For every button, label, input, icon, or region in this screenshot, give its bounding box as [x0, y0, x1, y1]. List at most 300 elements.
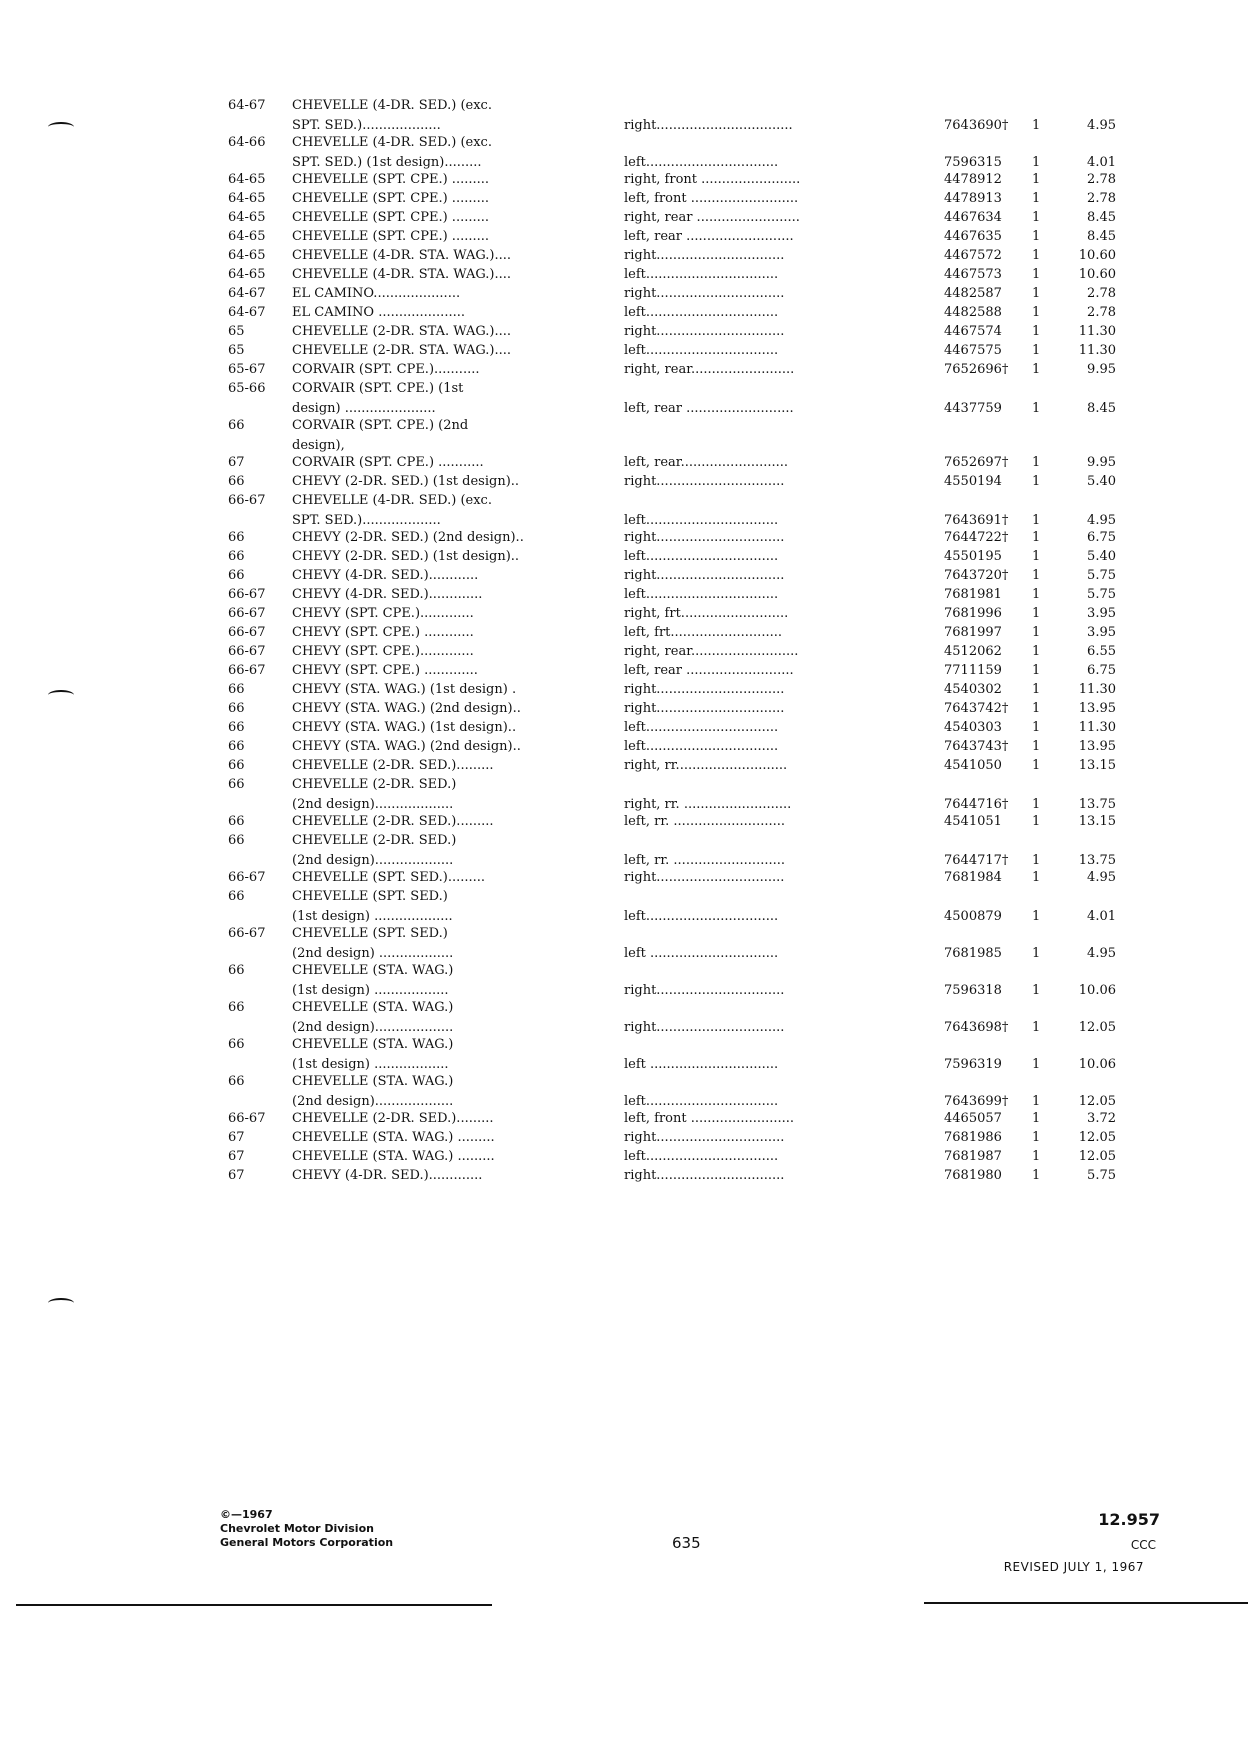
side-cell: left, rear .......................... [624, 401, 794, 416]
model-cell: CHEVELLE (2-DR. SED.) [292, 833, 457, 848]
price-cell: 9.95 [1087, 362, 1116, 377]
table-row [0, 453, 1248, 473]
price-cell: 10.06 [1078, 983, 1116, 998]
price-cell: 8.45 [1087, 229, 1116, 244]
price-cell: 8.45 [1087, 401, 1116, 416]
model-cell: CHEVELLE (4-DR. SED.) (exc. [292, 135, 492, 150]
side-cell: left, rear .......................... [624, 663, 794, 678]
year-cell: 66 [228, 1000, 245, 1015]
year-cell: 66 [228, 1037, 245, 1052]
part-number-cell: 7643699† [944, 1094, 1009, 1109]
side-cell: left, frt........................... [624, 625, 782, 640]
binder-hole-mark [48, 122, 74, 132]
table-row [0, 1147, 1248, 1167]
part-number-cell: 4478912 [944, 172, 1002, 187]
model-cell-continued: SPT. SED.) (1st design)......... [292, 155, 482, 170]
part-number-cell: 4465057 [944, 1111, 1002, 1126]
quantity-cell: 1 [1032, 701, 1041, 716]
model-cell-continued: (1st design) .................. [292, 983, 449, 998]
part-number-cell: 4550194 [944, 474, 1002, 489]
model-cell-continued: design), [292, 438, 345, 453]
quantity-cell: 1 [1032, 191, 1041, 206]
price-cell: 13.15 [1078, 814, 1116, 829]
price-cell: 10.60 [1078, 267, 1116, 282]
price-cell: 12.05 [1078, 1020, 1116, 1035]
part-number-cell: 4467573 [944, 267, 1002, 282]
part-number-cell: 7681985 [944, 946, 1002, 961]
model-cell: CHEVELLE (2-DR. SED.)......... [292, 1111, 494, 1126]
quantity-cell: 1 [1032, 663, 1041, 678]
year-cell: 64-65 [228, 267, 266, 282]
part-number-cell: 7681981 [944, 587, 1002, 602]
year-cell: 66 [228, 418, 245, 433]
model-cell: CHEVELLE (4-DR. STA. WAG.).... [292, 267, 512, 282]
part-number-cell: 7681987 [944, 1149, 1002, 1164]
year-cell: 66 [228, 549, 245, 564]
model-cell: CORVAIR (SPT. CPE.) ........... [292, 455, 484, 470]
quantity-cell: 1 [1032, 1149, 1041, 1164]
side-cell: right, frt.......................... [624, 606, 789, 621]
side-cell: right............................... [624, 1020, 785, 1035]
model-cell: CHEVELLE (STA. WAG.) ......... [292, 1149, 495, 1164]
year-cell: 64-65 [228, 191, 266, 206]
year-cell: 65-66 [228, 381, 266, 396]
table-row [0, 528, 1248, 548]
quantity-cell: 1 [1032, 1057, 1041, 1072]
table-row [0, 566, 1248, 586]
side-cell: left................................ [624, 549, 779, 564]
part-number-cell: 7643742† [944, 701, 1009, 716]
year-cell: 66 [228, 963, 245, 978]
part-number-cell: 4540302 [944, 682, 1002, 697]
side-cell: left, rr. ........................... [624, 853, 785, 868]
part-number-cell: 7643720† [944, 568, 1009, 583]
table-row [0, 642, 1248, 662]
quantity-cell: 1 [1032, 401, 1041, 416]
price-cell: 13.95 [1078, 701, 1116, 716]
model-cell: CHEVELLE (SPT. CPE.) ......... [292, 229, 489, 244]
model-cell: CHEVY (2-DR. SED.) (1st design).. [292, 474, 520, 489]
price-cell: 4.01 [1087, 909, 1116, 924]
side-cell: right............................... [624, 701, 785, 716]
price-cell: 4.01 [1087, 155, 1116, 170]
table-row [0, 1035, 1248, 1072]
price-cell: 8.45 [1087, 210, 1116, 225]
year-cell: 66 [228, 474, 245, 489]
side-cell: left, rr. ........................... [624, 814, 785, 829]
price-cell: 5.40 [1087, 474, 1116, 489]
table-row [0, 360, 1248, 380]
table-row [0, 96, 1248, 133]
model-cell: EL CAMINO ..................... [292, 305, 465, 320]
model-cell: CHEVY (4-DR. SED.)............. [292, 587, 483, 602]
footer-rule-right [924, 1602, 1248, 1604]
model-cell: CHEVELLE (SPT. SED.) [292, 889, 448, 904]
quantity-cell: 1 [1032, 625, 1041, 640]
model-cell: CHEVY (4-DR. SED.)............ [292, 568, 479, 583]
group-code: 12.957 [1098, 1510, 1160, 1529]
part-number-cell: 7643691† [944, 513, 1009, 528]
year-cell: 66-67 [228, 644, 266, 659]
quantity-cell: 1 [1032, 267, 1041, 282]
side-cell: left................................ [624, 1149, 779, 1164]
year-cell: 64-65 [228, 229, 266, 244]
model-cell: CHEVELLE (STA. WAG.) [292, 1037, 454, 1052]
table-row [0, 322, 1248, 342]
part-number-cell: 7643690† [944, 118, 1009, 133]
year-cell: 64-67 [228, 305, 266, 320]
corporation-line: General Motors Corporation [220, 1536, 394, 1549]
side-cell: left, rear .......................... [624, 229, 794, 244]
quantity-cell: 1 [1032, 324, 1041, 339]
side-cell: left................................ [624, 305, 779, 320]
table-row [0, 961, 1248, 998]
quantity-cell: 1 [1032, 343, 1041, 358]
table-row [0, 1109, 1248, 1129]
quantity-cell: 1 [1032, 853, 1041, 868]
part-number-cell: 4467574 [944, 324, 1002, 339]
year-cell: 66 [228, 814, 245, 829]
part-number-cell: 7681996 [944, 606, 1002, 621]
quantity-cell: 1 [1032, 172, 1041, 187]
year-cell: 65 [228, 343, 245, 358]
quantity-cell: 1 [1032, 286, 1041, 301]
footer-rule-left [16, 1604, 492, 1606]
quantity-cell: 1 [1032, 455, 1041, 470]
ccc-label: CCC [1130, 1538, 1156, 1552]
model-cell: CHEVELLE (SPT. SED.)......... [292, 870, 486, 885]
year-cell: 66 [228, 833, 245, 848]
part-number-cell: 7681986 [944, 1130, 1002, 1145]
price-cell: 11.30 [1078, 324, 1116, 339]
year-cell: 66-67 [228, 625, 266, 640]
model-cell: CORVAIR (SPT. CPE.) (1st [292, 381, 464, 396]
model-cell: CHEVELLE (SPT. CPE.) ......... [292, 191, 489, 206]
table-row [0, 1072, 1248, 1109]
year-cell: 64-65 [228, 248, 266, 263]
quantity-cell: 1 [1032, 549, 1041, 564]
year-cell: 67 [228, 1130, 245, 1145]
quantity-cell: 1 [1032, 983, 1041, 998]
year-cell: 66 [228, 720, 245, 735]
model-cell: CHEVELLE (2-DR. STA. WAG.).... [292, 324, 512, 339]
side-cell: right............................... [624, 568, 785, 583]
model-cell: CORVAIR (SPT. CPE.)........... [292, 362, 480, 377]
price-cell: 13.75 [1078, 853, 1116, 868]
model-cell-continued: SPT. SED.)................... [292, 118, 441, 133]
table-row [0, 661, 1248, 681]
model-cell: CHEVELLE (4-DR. SED.) (exc. [292, 98, 492, 113]
side-cell: left................................ [624, 587, 779, 602]
year-cell: 66-67 [228, 663, 266, 678]
side-cell: left................................ [624, 343, 779, 358]
year-cell: 65-67 [228, 362, 266, 377]
revision-date: REVISED JULY 1, 1967 [1003, 1560, 1144, 1574]
binder-hole-mark [48, 1298, 74, 1308]
price-cell: 3.95 [1087, 606, 1116, 621]
table-row [0, 756, 1248, 776]
quantity-cell: 1 [1032, 305, 1041, 320]
price-cell: 2.78 [1087, 172, 1116, 187]
side-cell: right............................... [624, 1168, 785, 1183]
table-row [0, 998, 1248, 1035]
year-cell: 66 [228, 530, 245, 545]
side-cell: right............................... [624, 1130, 785, 1145]
part-number-cell: 4467635 [944, 229, 1002, 244]
side-cell: left................................ [624, 513, 779, 528]
quantity-cell: 1 [1032, 362, 1041, 377]
year-cell: 66 [228, 568, 245, 583]
model-cell: CHEVELLE (STA. WAG.) ......... [292, 1130, 495, 1145]
table-row [0, 868, 1248, 888]
table-row [0, 737, 1248, 757]
table-row [0, 133, 1248, 170]
copyright-line: ©—1967 [220, 1508, 273, 1521]
model-cell-continued: (2nd design)................... [292, 797, 454, 812]
model-cell: CHEVY (2-DR. SED.) (2nd design).. [292, 530, 524, 545]
table-row [0, 699, 1248, 719]
side-cell: left ............................... [624, 1057, 779, 1072]
quantity-cell: 1 [1032, 720, 1041, 735]
price-cell: 12.05 [1078, 1149, 1116, 1164]
table-row [0, 623, 1248, 643]
quantity-cell: 1 [1032, 946, 1041, 961]
price-cell: 11.30 [1078, 720, 1116, 735]
table-row [0, 208, 1248, 228]
price-cell: 4.95 [1087, 513, 1116, 528]
quantity-cell: 1 [1032, 248, 1041, 263]
part-number-cell: 4540303 [944, 720, 1002, 735]
price-cell: 2.78 [1087, 191, 1116, 206]
table-row [0, 227, 1248, 247]
model-cell: CHEVELLE (2-DR. SED.)......... [292, 758, 494, 773]
side-cell: right............................... [624, 870, 785, 885]
year-cell: 67 [228, 1149, 245, 1164]
table-row [0, 812, 1248, 832]
price-cell: 13.75 [1078, 797, 1116, 812]
year-cell: 66 [228, 701, 245, 716]
table-row [0, 1128, 1248, 1148]
price-cell: 6.75 [1087, 663, 1116, 678]
side-cell: right............................... [624, 324, 785, 339]
side-cell: left................................ [624, 1094, 779, 1109]
side-cell: left, front .......................... [624, 191, 799, 206]
model-cell: CHEVELLE (4-DR. SED.) (exc. [292, 493, 492, 508]
side-cell: right, rear......................... [624, 362, 795, 377]
price-cell: 3.72 [1087, 1111, 1116, 1126]
year-cell: 66-67 [228, 1111, 266, 1126]
part-number-cell: 4500879 [944, 909, 1002, 924]
price-cell: 5.75 [1087, 568, 1116, 583]
part-number-cell: 7681984 [944, 870, 1002, 885]
model-cell-continued: (1st design) .................. [292, 1057, 449, 1072]
side-cell: right............................... [624, 682, 785, 697]
year-cell: 66 [228, 739, 245, 754]
side-cell: right................................. [624, 118, 793, 133]
side-cell: left................................ [624, 909, 779, 924]
model-cell: EL CAMINO..................... [292, 286, 461, 301]
part-number-cell: 7643698† [944, 1020, 1009, 1035]
model-cell: CHEVY (STA. WAG.) (2nd design).. [292, 739, 521, 754]
part-number-cell: 7644716† [944, 797, 1009, 812]
page-number: 635 [672, 1534, 701, 1552]
table-row [0, 547, 1248, 567]
year-cell: 64-67 [228, 286, 266, 301]
year-cell: 66 [228, 777, 245, 792]
model-cell: CHEVELLE (SPT. SED.) [292, 926, 448, 941]
quantity-cell: 1 [1032, 474, 1041, 489]
side-cell: right, rr........................... [624, 758, 788, 773]
quantity-cell: 1 [1032, 682, 1041, 697]
side-cell: right, rr. .......................... [624, 797, 792, 812]
price-cell: 4.95 [1087, 946, 1116, 961]
side-cell: left................................ [624, 267, 779, 282]
part-number-cell: 4512062 [944, 644, 1002, 659]
table-row [0, 604, 1248, 624]
side-cell: left ............................... [624, 946, 779, 961]
side-cell: right, rear ......................... [624, 210, 800, 225]
model-cell: CHEVELLE (STA. WAG.) [292, 963, 454, 978]
year-cell: 66-67 [228, 493, 266, 508]
part-number-cell: 7711159 [944, 663, 1002, 678]
price-cell: 5.75 [1087, 1168, 1116, 1183]
model-cell: CHEVY (STA. WAG.) (2nd design).. [292, 701, 521, 716]
model-cell: CHEVY (SPT. CPE.) ............. [292, 663, 478, 678]
table-row [0, 284, 1248, 304]
table-row [0, 416, 1248, 453]
quantity-cell: 1 [1032, 814, 1041, 829]
side-cell: left................................ [624, 720, 779, 735]
division-line: Chevrolet Motor Division [220, 1522, 374, 1535]
year-cell: 66-67 [228, 606, 266, 621]
year-cell: 66-67 [228, 587, 266, 602]
quantity-cell: 1 [1032, 797, 1041, 812]
model-cell: CHEVY (SPT. CPE.)............. [292, 644, 474, 659]
year-cell: 66 [228, 889, 245, 904]
price-cell: 11.30 [1078, 682, 1116, 697]
part-number-cell: 4482587 [944, 286, 1002, 301]
year-cell: 66 [228, 1074, 245, 1089]
part-number-cell: 7596319 [944, 1057, 1002, 1072]
price-cell: 10.06 [1078, 1057, 1116, 1072]
model-cell: CHEVY (4-DR. SED.)............. [292, 1168, 483, 1183]
table-row [0, 831, 1248, 868]
price-cell: 5.75 [1087, 587, 1116, 602]
model-cell: CORVAIR (SPT. CPE.) (2nd [292, 418, 469, 433]
part-number-cell: 4541051 [944, 814, 1002, 829]
side-cell: right............................... [624, 286, 785, 301]
model-cell: CHEVELLE (STA. WAG.) [292, 1074, 454, 1089]
price-cell: 5.40 [1087, 549, 1116, 564]
side-cell: left................................ [624, 739, 779, 754]
price-cell: 13.95 [1078, 739, 1116, 754]
side-cell: right, rear.......................... [624, 644, 799, 659]
part-number-cell: 4467575 [944, 343, 1002, 358]
model-cell-continued: design) ...................... [292, 401, 436, 416]
price-cell: 11.30 [1078, 343, 1116, 358]
price-cell: 10.60 [1078, 248, 1116, 263]
quantity-cell: 1 [1032, 568, 1041, 583]
year-cell: 64-65 [228, 210, 266, 225]
quantity-cell: 1 [1032, 1094, 1041, 1109]
footer-publisher [220, 1508, 393, 1550]
table-row [0, 472, 1248, 492]
model-cell-continued: (2nd design) .................. [292, 946, 454, 961]
model-cell: CHEVELLE (SPT. CPE.) ......... [292, 210, 489, 225]
table-row [0, 924, 1248, 961]
table-row [0, 491, 1248, 528]
quantity-cell: 1 [1032, 118, 1041, 133]
year-cell: 64-66 [228, 135, 266, 150]
year-cell: 64-65 [228, 172, 266, 187]
model-cell: CHEVELLE (2-DR. SED.)......... [292, 814, 494, 829]
quantity-cell: 1 [1032, 870, 1041, 885]
part-number-cell: 7644722† [944, 530, 1009, 545]
price-cell: 9.95 [1087, 455, 1116, 470]
table-row [0, 246, 1248, 266]
part-number-cell: 7596318 [944, 983, 1002, 998]
table-row [0, 189, 1248, 209]
quantity-cell: 1 [1032, 909, 1041, 924]
table-row [0, 680, 1248, 700]
quantity-cell: 1 [1032, 210, 1041, 225]
part-number-cell: 4550195 [944, 549, 1002, 564]
side-cell: left, rear.......................... [624, 455, 789, 470]
quantity-cell: 1 [1032, 587, 1041, 602]
model-cell-continued: SPT. SED.)................... [292, 513, 441, 528]
model-cell-continued: (2nd design)................... [292, 1094, 454, 1109]
side-cell: left, front ......................... [624, 1111, 795, 1126]
model-cell: CHEVELLE (2-DR. STA. WAG.).... [292, 343, 512, 358]
model-cell: CHEVELLE (SPT. CPE.) ......... [292, 172, 489, 187]
price-cell: 4.95 [1087, 118, 1116, 133]
price-cell: 3.95 [1087, 625, 1116, 640]
part-number-cell: 4467634 [944, 210, 1002, 225]
price-cell: 6.55 [1087, 644, 1116, 659]
year-cell: 66-67 [228, 926, 266, 941]
part-number-cell: 4478913 [944, 191, 1002, 206]
table-row [0, 265, 1248, 285]
part-number-cell: 7681997 [944, 625, 1002, 640]
part-number-cell: 7596315 [944, 155, 1002, 170]
table-row [0, 775, 1248, 812]
model-cell: CHEVELLE (STA. WAG.) [292, 1000, 454, 1015]
price-cell: 2.78 [1087, 305, 1116, 320]
year-cell: 67 [228, 455, 245, 470]
quantity-cell: 1 [1032, 758, 1041, 773]
price-cell: 13.15 [1078, 758, 1116, 773]
year-cell: 66 [228, 682, 245, 697]
side-cell: right............................... [624, 983, 785, 998]
table-row [0, 887, 1248, 924]
price-cell: 12.05 [1078, 1094, 1116, 1109]
part-number-cell: 7681980 [944, 1168, 1002, 1183]
side-cell: right, front ........................ [624, 172, 801, 187]
model-cell: CHEVELLE (4-DR. STA. WAG.).... [292, 248, 512, 263]
price-cell: 6.75 [1087, 530, 1116, 545]
year-cell: 66-67 [228, 870, 266, 885]
part-number-cell: 4541050 [944, 758, 1002, 773]
side-cell: right............................... [624, 248, 785, 263]
model-cell-continued: (2nd design)................... [292, 853, 454, 868]
table-row [0, 585, 1248, 605]
part-number-cell: 7643743† [944, 739, 1009, 754]
quantity-cell: 1 [1032, 644, 1041, 659]
part-number-cell: 7652697† [944, 455, 1009, 470]
table-row [0, 303, 1248, 323]
quantity-cell: 1 [1032, 1168, 1041, 1183]
price-cell: 4.95 [1087, 870, 1116, 885]
